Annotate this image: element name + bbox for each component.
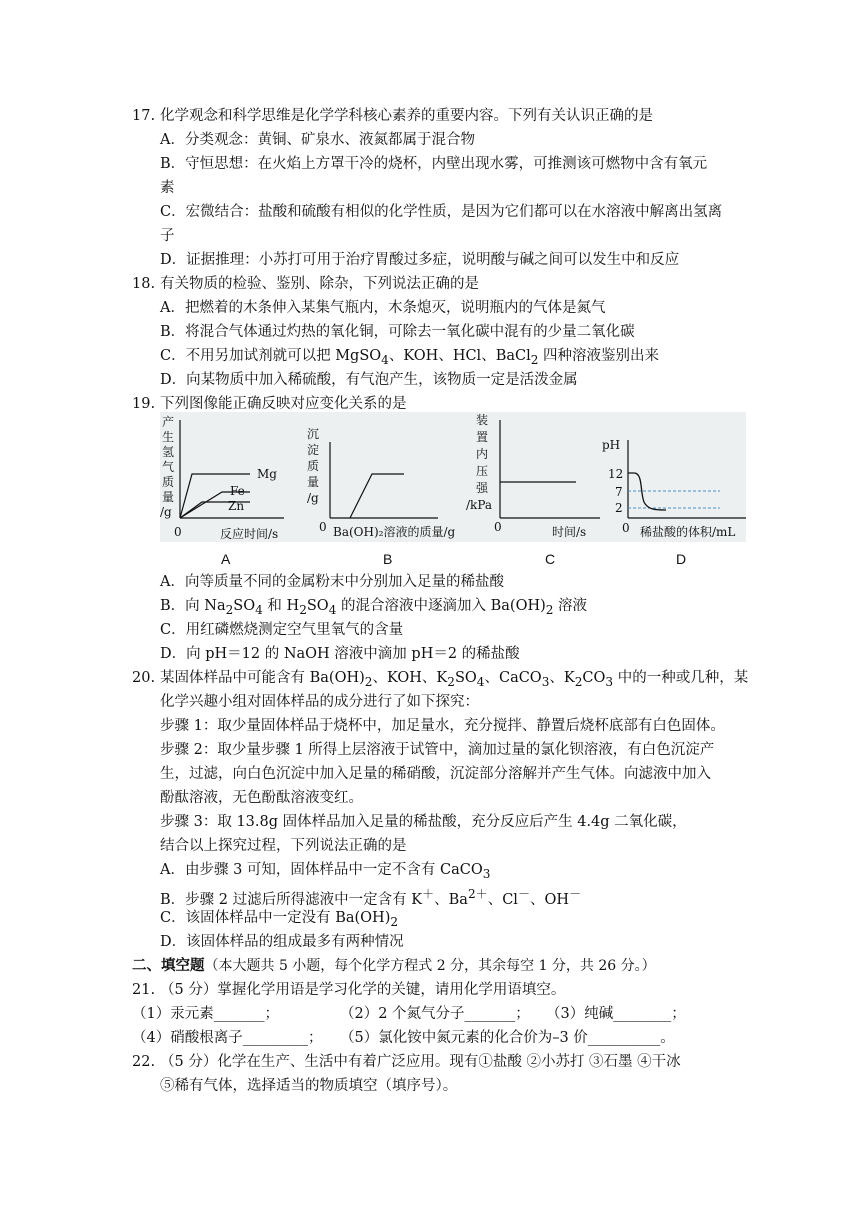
figure-c-origin: 0: [494, 520, 502, 534]
figure-b-ylabel-char: /g: [307, 491, 319, 505]
figure-c-xlabel: 时间/s: [552, 525, 587, 539]
option-c-cont: 子: [160, 228, 175, 244]
question-number: 18.: [132, 276, 156, 292]
option-a: A．把燃着的木条伸入某集气瓶内，木条熄灭，说明瓶内的气体是氮气: [160, 300, 606, 316]
figure-d-tick-12: 12: [608, 467, 624, 481]
figure-a: [160, 414, 284, 541]
figure-a-ylabel-char: 量: [162, 490, 175, 504]
blank-3: （3）纯碱________；: [546, 1006, 686, 1022]
figure-a-ylabel-char: 氢: [162, 445, 175, 459]
blank-1: （1）汞元素_______；: [132, 1006, 279, 1022]
option-b: B．守恒思想：在火焰上方罩干冷的烧杯，内壁出现水雾，可推测该可燃物中含有氧元: [160, 156, 708, 172]
figure-a-ylabel-char: 气: [162, 460, 175, 474]
figure-c-ylabel-char: 强: [476, 481, 489, 495]
question-stem: （5 分）化学在生产、生活中有着广泛应用。现有①盐酸 ②小苏打 ③石墨 ④干冰: [160, 1054, 681, 1070]
section-heading: 二、填空题（本大题共 5 小题，每个化学方程式 2 分，其余每空 1 分，共 26 分。）: [132, 957, 656, 974]
figure-c-ylabel-char: 内: [476, 447, 489, 461]
figure-b-ylabel-char: 质: [307, 459, 320, 473]
figure-a-legend-zn: Zn: [228, 499, 245, 513]
question-stem: 某固体样品中可能含有 $Ba(OH)_2$、KOH、$K_2SO_4$、CaCO$_3$、$K_2CO_3$ 中的一种或几种，某: [160, 670, 749, 689]
question-stem-cont: ⑤稀有气体，选择适当的物质填空（填序号）。: [160, 1078, 458, 1094]
figure-c-ylabel-char: /kPa: [466, 498, 493, 512]
question-number: 19.: [132, 396, 156, 412]
figure-d-tick-2: 2: [615, 501, 623, 515]
figure-b-line: [350, 474, 404, 518]
figure-a-ylabel-char: /g: [160, 505, 172, 519]
figure-panel: [160, 412, 746, 542]
blank-2: （2）2 个氮气分子_______；: [340, 1006, 530, 1022]
option-b: B．步骤 2 过滤后所得滤液中一定含有 K＋、$Ba^{2+}$、Cl－、OH－: [160, 887, 582, 908]
figure-b-origin: 0: [319, 520, 327, 534]
question-stem: （5 分）掌握化学用语是学习化学的关键，请用化学用语填空。: [160, 982, 566, 998]
option-d: D．向 pH＝12 的 NaOH 溶液中滴加 pH＝2 的稀盐酸: [160, 646, 520, 662]
option-b: B．向 $Na_2SO_4$ 和 $H_2SO_4$ 的混合溶液中逐滴加入 $Ba(OH)_2$ 溶液: [160, 598, 588, 617]
figure-c: [466, 412, 600, 539]
option-a: A．向等质量不同的金属粉末中分别加入足量的稀盐酸: [160, 574, 504, 590]
figure-d: [602, 438, 746, 539]
figure-d-tick-7: 7: [615, 485, 623, 499]
option-a: A．分类观念：黄铜、矿泉水、液氮都属于混合物: [160, 132, 475, 148]
question-stem: 有关物质的检验、鉴别、除杂，下列说法正确的是: [160, 276, 479, 292]
option-c: C．宏微结合：盐酸和硫酸有相似的化学性质，是因为它们都可以在水溶液中解离出氢离: [160, 204, 723, 220]
figure-a-legend-fe: Fe: [230, 484, 245, 498]
figure-a-legend-mg: Mg: [257, 467, 277, 481]
question-number: 22.: [132, 1054, 156, 1070]
question-number: 21.: [132, 982, 156, 998]
option-d: D．向某物质中加入稀硫酸，有气泡产生，该物质一定是活泼金属: [160, 372, 578, 388]
option-b: B．将混合气体通过灼热的氧化铜，可除去一氧化碳中混有的少量二氧化碳: [160, 324, 635, 340]
blank-5: （5）氯化铵中氮元素的化合价为–3 价__________。: [340, 1030, 675, 1046]
figure-b-ylabel-char: 沉: [307, 427, 320, 441]
step-2-cont: 生，过滤，向白色沉淀中加入足量的稀硝酸，沉淀部分溶解并产生气体。向滤液中加入: [160, 766, 711, 782]
figure-a-origin: 0: [174, 525, 182, 539]
option-c: C．不用另加试剂就可以把 MgSO$_4$、KOH、HCl、BaCl$_2$ 四种溶液鉴别出来: [160, 348, 660, 367]
option-d: D．该固体样品的组成最多有两种情况: [160, 934, 404, 950]
option-a: A．由步骤 3 可知，固体样品中一定不含有 CaCO$_3$: [160, 862, 491, 881]
option-d: D．证据推理：小苏打可用于治疗胃酸过多症，说明酸与碱之间可以发生中和反应: [160, 252, 680, 268]
step-2: 步骤 2：取少量步骤 1 所得上层溶液于试管中，滴加过量的氯化钡溶液，有白色沉淀产: [160, 742, 715, 758]
step-3: 步骤 3：取 13.8g 固体样品加入足量的稀盐酸，充分反应后产生 4.4g 二氧化碳，: [160, 814, 687, 830]
figure-d-origin: 0: [622, 521, 630, 535]
figure-c-caption: C: [545, 551, 556, 567]
figure-b-xlabel: Ba(OH)₂溶液的质量/g: [333, 525, 456, 539]
blank-4: （4）硝酸根离子_________；: [132, 1030, 323, 1046]
question-stem: 下列图像能正确反映对应变化关系的是: [160, 396, 407, 412]
figure-b-ylabel-char: 淀: [307, 443, 320, 457]
option-b-cont: 素: [160, 180, 175, 196]
figure-b-caption: B: [383, 551, 393, 567]
question-number: 20.: [132, 670, 156, 686]
option-c: C．该固体样品中一定没有 $Ba(OH)_2$: [160, 910, 399, 929]
figure-c-ylabel-char: 置: [476, 430, 489, 444]
figure-b: [307, 427, 455, 539]
step-1: 步骤 1：取少量固体样品于烧杯中，加足量水，充分搅拌、静置后烧杯底部有白色固体。: [160, 718, 725, 734]
figure-c-ylabel-char: 压: [476, 464, 489, 478]
figure-a-caption: A: [221, 551, 231, 567]
figure-a-xlabel: 反应时间/s: [220, 527, 279, 541]
figure-a-ylabel-char: 产: [162, 415, 175, 429]
figure-a-ylabel-char: 生: [162, 430, 175, 444]
figure-a-ylabel-char: 质: [162, 475, 175, 489]
figure-d-caption: D: [676, 551, 687, 567]
question-prompt: 结合以上探究过程，下列说法正确的是: [160, 838, 407, 854]
step-2-cont: 酚酞溶液，无色酚酞溶液变红。: [160, 790, 363, 806]
figure-d-ylabel: pH: [602, 438, 621, 452]
figure-d-xlabel: 稀盐酸的体积/mL: [640, 525, 736, 539]
question-number: 17.: [132, 108, 156, 124]
option-c: C．用红磷燃烧测定空气里氧气的含量: [160, 622, 404, 638]
figure-c-ylabel-char: 装: [476, 413, 489, 427]
question-stem: 化学观念和科学思维是化学学科核心素养的重要内容。下列有关认识正确的是: [160, 108, 653, 124]
figure-b-ylabel-char: 量: [307, 475, 320, 489]
question-stem-cont: 化学兴趣小组对固体样品的成分进行了如下探究：: [160, 694, 479, 710]
